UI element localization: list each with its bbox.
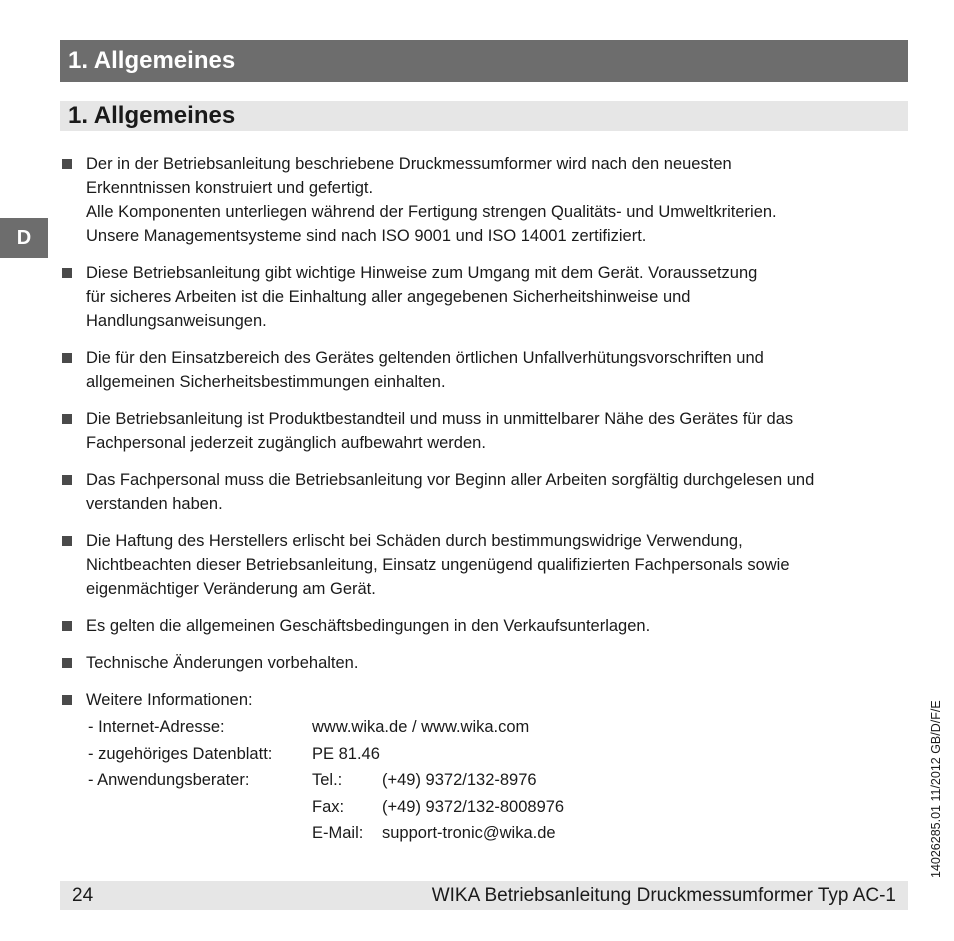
list-item bbox=[60, 688, 908, 712]
list-item bbox=[60, 529, 908, 601]
list-item bbox=[60, 651, 908, 675]
table-row bbox=[88, 741, 564, 768]
content bbox=[60, 152, 908, 847]
tel-label: Tel.: bbox=[312, 771, 343, 789]
list-item bbox=[60, 346, 908, 394]
square-bullet-icon bbox=[62, 475, 72, 485]
bullet-line: Weitere Informationen: bbox=[86, 691, 253, 709]
advisor-label: - Anwendungsberater: bbox=[88, 771, 250, 789]
bullet-line: Die Betriebsanleitung ist Produktbestandteil und muss in unmittelbarer Nähe des Gerätes für das bbox=[86, 410, 794, 428]
list-item bbox=[60, 261, 908, 333]
bullet-line: Fachpersonal jederzeit zugänglich aufbewahrt werden. bbox=[86, 434, 486, 452]
bullet-line: Technische Änderungen vorbehalten. bbox=[86, 654, 359, 672]
internet-value: www.wika.de / www.wika.com bbox=[312, 718, 530, 736]
email-label: E-Mail: bbox=[312, 824, 364, 842]
table-row bbox=[88, 767, 564, 794]
datasheet-value: PE 81.46 bbox=[312, 744, 380, 763]
list-item bbox=[60, 152, 908, 248]
square-bullet-icon bbox=[62, 536, 72, 546]
square-bullet-icon bbox=[62, 353, 72, 363]
language-tab: D bbox=[0, 218, 48, 258]
bullet-line: Nichtbeachten dieser Betriebsanleitung, Einsatz ungenügend qualifizierten Fachpersonals sowie bbox=[86, 556, 790, 574]
table-row bbox=[88, 820, 564, 847]
bullet-line: eigenmächtiger Veränderung am Gerät. bbox=[86, 580, 376, 598]
bullet-line: für sicheres Arbeiten ist die Einhaltung aller angegebenen Sicherheitshinweise und bbox=[86, 288, 691, 306]
table-row bbox=[88, 714, 564, 741]
list-item bbox=[60, 407, 908, 455]
list-item bbox=[60, 614, 908, 638]
bullet-line: Alle Komponenten unterliegen während der Fertigung strengen Qualitäts- und Umweltkriterien. bbox=[86, 203, 777, 221]
email-value: support-tronic@wika.de bbox=[382, 824, 556, 842]
header-title: 1. Allgemeines bbox=[60, 40, 908, 82]
square-bullet-icon bbox=[62, 414, 72, 424]
fax-value: (+49) 9372/132-8008976 bbox=[382, 797, 565, 816]
fax-label: Fax: bbox=[312, 797, 345, 816]
square-bullet-icon bbox=[62, 658, 72, 668]
internet-label: - Internet-Adresse: bbox=[88, 718, 225, 736]
bullet-line: Der in der Betriebsanleitung beschriebene Druckmessumformer wird nach den neuesten bbox=[86, 155, 732, 173]
list-item bbox=[60, 468, 908, 516]
bullet-line: Diese Betriebsanleitung gibt wichtige Hinweise zum Umgang mit dem Gerät. Voraussetzung bbox=[86, 264, 758, 282]
bullet-line: verstanden haben. bbox=[86, 495, 223, 513]
bullet-line: Es gelten die allgemeinen Geschäftsbedingungen in den Verkaufsunterlagen. bbox=[86, 617, 651, 635]
table-row bbox=[88, 794, 564, 821]
square-bullet-icon bbox=[62, 695, 72, 705]
bullet-line: Die Haftung des Herstellers erlischt bei Schäden durch bestimmungswidrige Verwendung, bbox=[86, 532, 743, 550]
bullet-line: Die für den Einsatzbereich des Gerätes geltenden örtlichen Unfallverhütungsvorschriften und bbox=[86, 349, 764, 367]
square-bullet-icon bbox=[62, 268, 72, 278]
square-bullet-icon bbox=[62, 159, 72, 169]
bullet-line: Erkenntnissen konstruiert und gefertigt. bbox=[86, 179, 374, 197]
document-code: 14026285.01 11/2012 GB/D/F/E bbox=[929, 700, 943, 878]
bullet-line: allgemeinen Sicherheitsbestimmungen einhalten. bbox=[86, 373, 446, 391]
footer-doc-title: WIKA Betriebsanleitung Druckmessumformer Typ AC-1 bbox=[431, 885, 896, 906]
bullet-line: Das Fachpersonal muss die Betriebsanleitung vor Beginn aller Arbeiten sorgfältig durchgelesen und bbox=[86, 471, 815, 489]
page-number: 24 bbox=[72, 885, 94, 906]
bullet-line: Handlungsanweisungen. bbox=[86, 312, 267, 330]
square-bullet-icon bbox=[62, 621, 72, 631]
tel-value: (+49) 9372/132-8976 bbox=[382, 771, 537, 789]
footer bbox=[60, 881, 908, 910]
bullet-line: Unsere Managementsysteme sind nach ISO 9001 und ISO 14001 zertifiziert. bbox=[86, 227, 647, 245]
datasheet-label: - zugehöriges Datenblatt: bbox=[88, 744, 273, 763]
section-title: 1. Allgemeines bbox=[60, 101, 908, 131]
info-table bbox=[88, 714, 564, 847]
